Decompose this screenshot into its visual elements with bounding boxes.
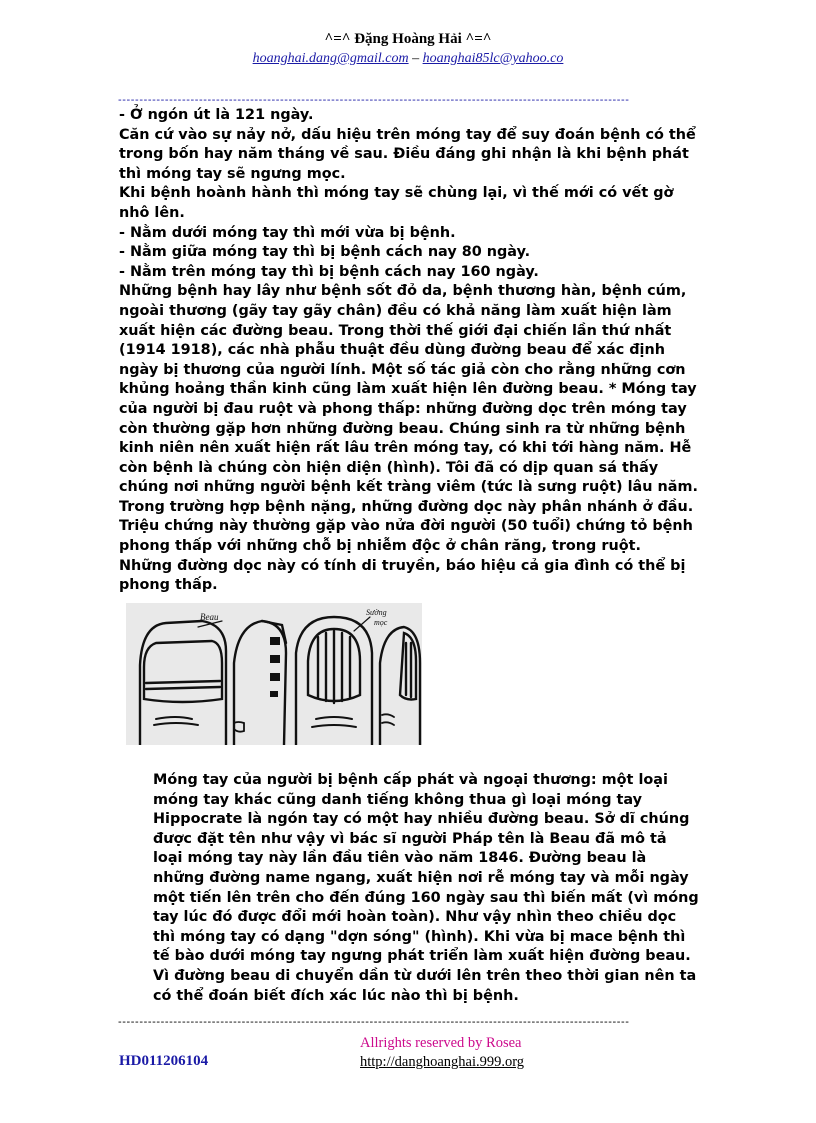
email-link-gmail[interactable]: hoanghai.dang@gmail.com [252, 51, 409, 66]
label-ridge-1: Sường [366, 608, 387, 617]
article-body-bottom [119, 771, 699, 1006]
website-link[interactable]: http://danghoanghai.999.org [360, 1054, 525, 1070]
document-code: HD011206104 [119, 1053, 209, 1069]
author-name: ^=^ Đặng Hoàng Hải ^=^ [324, 31, 492, 47]
paragraph: - Nằm giữa móng tay thì bị bệnh cách nay 80 ngày. [119, 244, 531, 261]
finger-longitudinal-ridges [296, 608, 388, 745]
finger-beau-lines [140, 612, 226, 745]
footer-credits [360, 1034, 524, 1072]
footer-divider: ------------------------------------------------------------------------------------------------------------------------ [118, 1016, 630, 1028]
email-link-yahoo[interactable]: hoanghai85lc@yahoo.co [422, 51, 564, 66]
copyright-text: Allrights reserved by Rosea [360, 1035, 522, 1051]
article-body-top [119, 106, 699, 596]
header-divider: ------------------------------------------------------------------------------------------------------------------------ [118, 94, 630, 106]
paragraph: - Ở ngón út là 121 ngày. [119, 107, 314, 123]
paragraph: - Nằm dưới móng tay thì mới vừa bị bệnh. [119, 224, 456, 241]
label-beau: Beau [200, 612, 219, 622]
paragraph: Móng tay của người bị bệnh cấp phát và ngoại thương: một loại móng tay khác cũng danh tiếng không thua gì loại móng tay Hippocrate là ngón tay có một hay nhiều đường beau. Sở dĩ chúng được đặt tên như vậy vì bác sĩ người Pháp tên là Beau đã mô tả loại móng tay này lần đầu tiên vào năm 1846. Đường beau là những đường name ngang, xuất hiện nơi rễ móng tay và mỗi ngày một tiến lên trên cho đến đúng 160 ngày sau thì biến mất (vì móng tay lúc đó được đổi mới hoàn toàn). Như vậy nhìn theo chiều dọc thì móng tay có dạng "dợn sóng" (hình). Khi vừa bị mace bệnh thì tế bào dưới móng tay ngưng phát triển làm xuất hiện đường beau. Vì đường beau di chuyển dần từ dưới lên trên theo thời gian nên ta có thể đoán biết đích xác lúc nào thì bị bệnh. [153, 772, 699, 1004]
paragraph: Những bệnh hay lây như bệnh sốt đỏ da, bệnh thương hàn, bệnh cúm, ngoài thương (gãy tay gãy chân) đều có khả năng làm xuất hiện làm xuất hiện các đường beau. Trong thời thế giới đại chiến lần thứ nhất (1914 1918), các nhà phẫu thuật đều dùng đường beau để xác định ngày bị thương của người lính. Một số tác giả còn cho rằng những cơn khủng hoảng thần kinh cũng làm xuất hiện lên đường beau. * Móng tay của người bị đau ruột và phong thấp: những đường dọc trên móng tay còn thường gặp hơn những đường beau. Chúng sinh ra từ những bệnh kinh niên nên xuất hiện rất lâu trên móng tay, có khi tới hàng năm. Hễ còn bệnh là chúng còn hiện diện (hình). Tôi đã có dịp quan sá thấy chúng nơi những người bệnh kết tràng viêm (tức là sưng ruột) lâu năm. Trong trường hợp bệnh nặng, những đường dọc này phân nhánh ở đầu. Triệu chứng này thường gặp vào nửa đời người (50 tuổi) chứng tỏ bệnh phong thấp với những chỗ bị nhiễm độc ở chân răng, trong ruột. Những đường dọc này có tính di truyền, báo hiệu cả gia đình có thể bị phong thấp. [119, 283, 698, 594]
fingernail-illustration [126, 603, 422, 745]
finger-side-view [234, 621, 286, 745]
paragraph: Căn cứ vào sự nảy nở, dấu hiệu trên móng tay để suy đoán bệnh có thể trong bốn hay năm tháng về sau. Điều đáng ghi nhận là khi bệnh phát thì móng tay sẽ ngưng mọc. [119, 126, 696, 182]
label-ridge-2: mọc [374, 618, 388, 627]
finger-side-ridges [380, 627, 420, 745]
contact-emails [0, 50, 816, 68]
paragraph: Khi bệnh hoành hành thì móng tay sẽ chùng lại, vì thế mới có vết gờ nhô lên. [119, 185, 674, 221]
email-separator: – [408, 51, 423, 66]
paragraph: - Nằm trên móng tay thì bị bệnh cách nay 160 ngày. [119, 263, 539, 280]
page-header [0, 28, 816, 68]
